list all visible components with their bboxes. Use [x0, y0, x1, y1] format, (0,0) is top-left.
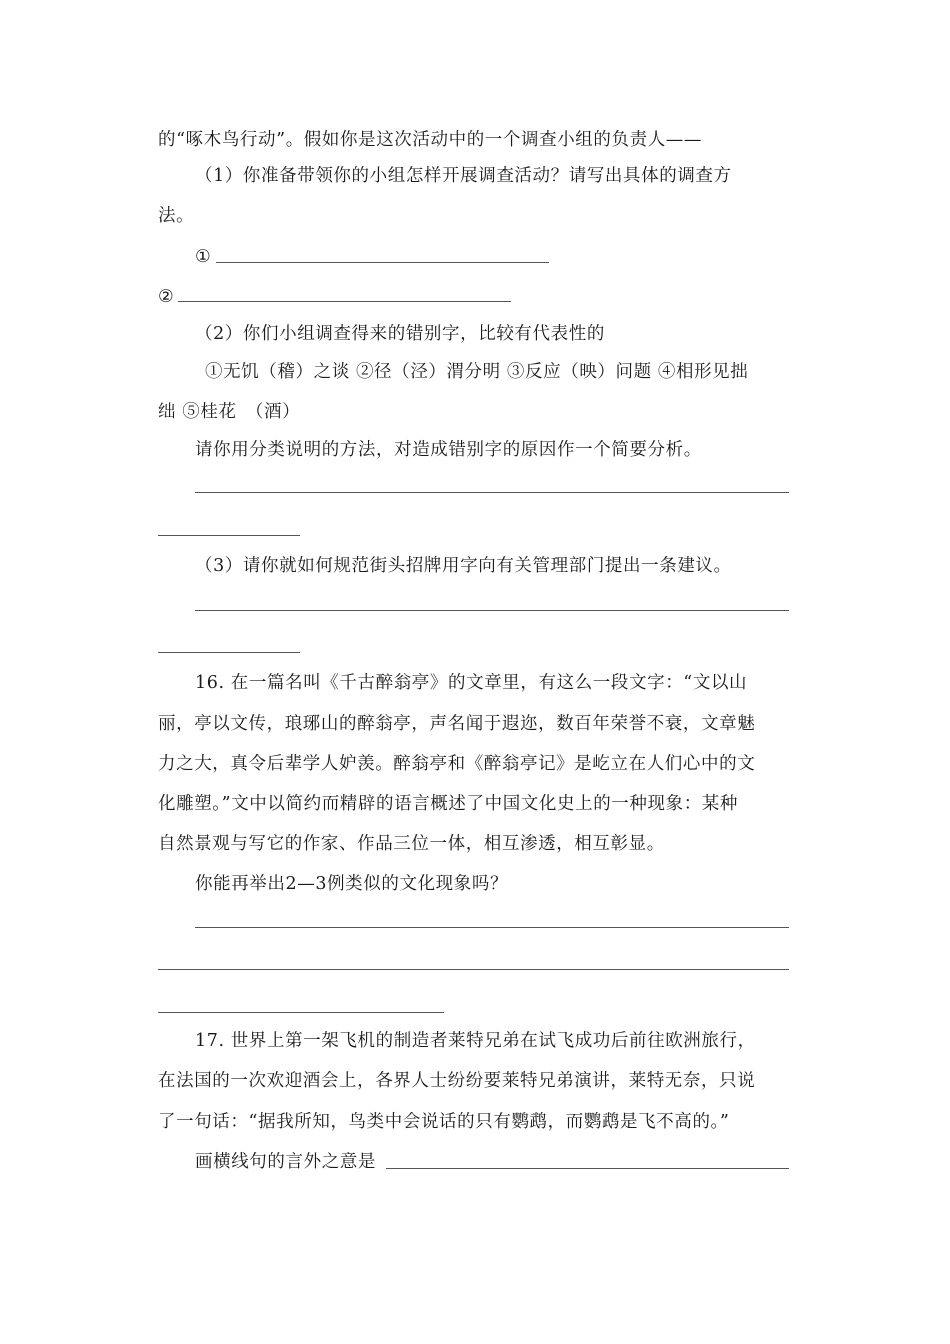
- answer-blank-5a[interactable]: [195, 927, 789, 928]
- typo-examples-cont: 绌 ⑤桂花 （酒）: [158, 402, 301, 422]
- q16-line-5: 自然景观与写它的作家、作品三位一体，相互渗透，相互彰显。: [158, 834, 665, 854]
- q15-part2-prompt: （2）你们小组调查得来的错别字，比较有代表性的: [195, 324, 605, 344]
- answer-blank-4a[interactable]: [195, 610, 789, 611]
- intro-line: 的“啄木鸟行动”。假如你是这次活动中的一个调查小组的负责人——: [158, 130, 702, 150]
- q16-line-1: 16. 在一篇名叫《千古醉翁亭》的文章里，有这么一段文字：“文以山: [195, 673, 748, 693]
- q17-question: 画横线句的言外之意是: [195, 1152, 376, 1172]
- typo-examples: ①无饥（稽）之谈 ②径（泾）渭分明 ③反应（映）问题 ④相形见拙: [205, 362, 749, 382]
- answer-blank-1[interactable]: [216, 262, 549, 263]
- q17-line-3: 了一句话：“据我所知，鸟类中会说话的只有鹦鹉，而鹦鹉是飞不高的。”: [158, 1112, 730, 1132]
- answer-label-1: ①: [195, 247, 212, 267]
- q17-line-2: 在法国的一次欢迎酒会上，各界人士纷纷要莱特兄弟演讲，莱特无奈，只说: [158, 1071, 756, 1091]
- answer-label-2: ②: [158, 287, 175, 307]
- answer-blank-6[interactable]: [386, 1168, 789, 1169]
- q15-part1-prompt-cont: 法。: [158, 206, 195, 226]
- answer-blank-4b[interactable]: [158, 652, 300, 653]
- q15-part2-instruction: 请你用分类说明的方法，对造成错别字的原因作一个简要分析。: [195, 440, 702, 460]
- answer-blank-3b[interactable]: [158, 535, 300, 536]
- q16-line-2: 丽，亭以文传，琅琊山的醉翁亭，声名闻于遐迩，数百年荣誉不衰，文章魅: [158, 714, 756, 734]
- answer-blank-5c[interactable]: [158, 1012, 444, 1013]
- answer-blank-5b[interactable]: [158, 969, 789, 970]
- answer-blank-3a[interactable]: [195, 492, 789, 493]
- answer-blank-2[interactable]: [178, 301, 511, 302]
- q15-part1-prompt: （1）你准备带领你的小组怎样开展调查活动？请写出具体的调查方: [195, 166, 732, 186]
- q16-question: 你能再举出2—3例类似的文化现象吗？: [195, 874, 509, 894]
- q16-line-4: 化雕塑。”文中以简约而精辟的语言概述了中国文化史上的一种现象：某种: [158, 794, 738, 814]
- q17-line-1: 17. 世界上第一架飞机的制造者莱特兄弟在试飞成功后前往欧洲旅行，: [195, 1031, 756, 1051]
- q15-part3-prompt: （3）请你就如何规范街头招牌用字向有关管理部门提出一条建议。: [195, 556, 732, 576]
- q16-line-3: 力之大，真令后辈学人妒羡。醉翁亭和《醉翁亭记》是屹立在人们心中的文: [158, 754, 756, 774]
